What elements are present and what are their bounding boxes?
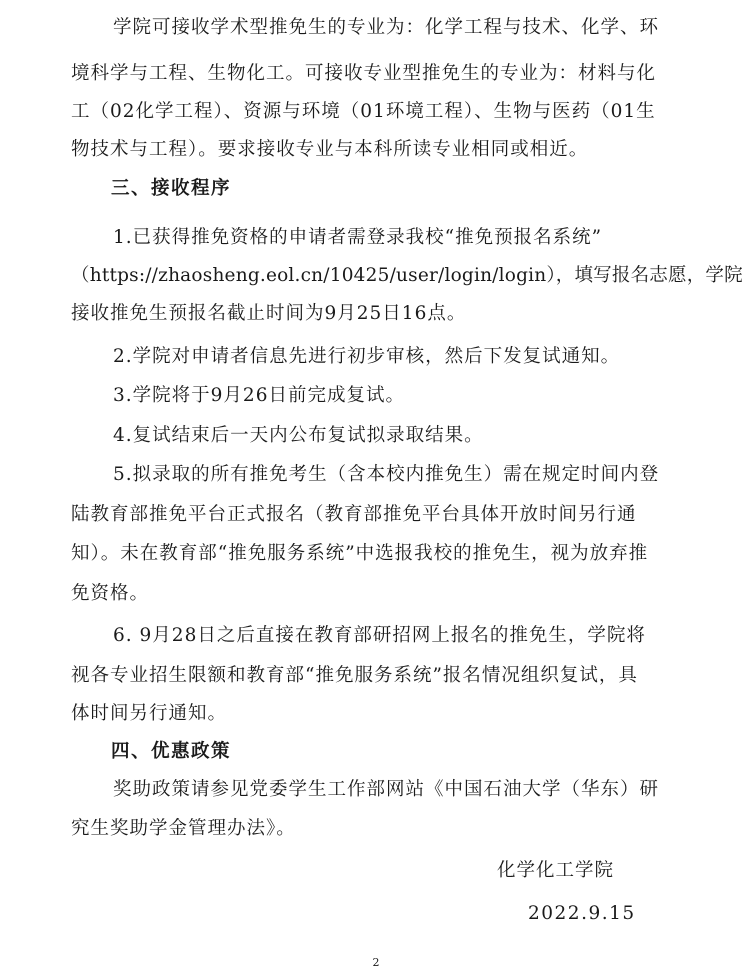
signature-date: 2022.9.15 [528,903,636,924]
paragraph-line: 体时间另行通知。 [71,703,228,724]
paragraph-line: 境科学与工程、生物化工。可接收专业型推免生的专业为：材料与化 [71,63,657,84]
paragraph-line: 接收推免生预报名截止时间为9月25日16点。 [71,303,467,324]
paragraph-line: 1.已获得推免资格的申请者需登录我校“推免预报名系统” [113,227,603,248]
paragraph-line: 5.拟录取的所有推免考生（含本校内推免生）需在规定时间内登 [113,464,660,485]
paragraph-line: 4.复试结束后一天内公布复试拟录取结果。 [113,425,484,446]
paragraph-line: 2.学院对申请者信息先进行初步审核，然后下发复试通知。 [113,346,621,367]
paragraph-line: 3.学院将于9月26日前完成复试。 [113,385,405,406]
signature-org: 化学化工学院 [497,860,615,881]
paragraph-line: 奖助政策请参见党委学生工作部网站《中国石油大学（华东）研 [113,779,660,800]
paragraph-line: 6. 9月28日之后直接在教育部研招网上报名的推免生，学院将 [113,625,646,646]
url-line: （https://zhaosheng.eol.cn/10425/user/login/login），填写报名志愿，学院 [71,265,743,286]
paragraph-line: 陆教育部推免平台正式报名（教育部推免平台具体开放时间另行通 [71,504,637,525]
paragraph-line: 知）。未在教育部“推免服务系统”中选报我校的推免生，视为放弃推 [71,543,649,564]
section-heading: 四、优惠政策 [111,741,232,762]
section-heading: 三、接收程序 [111,178,232,199]
paragraph-line: 工（02化学工程）、资源与环境（01环境工程）、生物与医药（01生 [71,101,656,122]
page-number: 2 [372,956,380,969]
paragraph-line: 物技术与工程）。要求接收专业与本科所读专业相同或相近。 [71,139,589,160]
paragraph-line: 学院可接收学术型推免生的专业为：化学工程与技术、化学、环 [113,17,660,38]
paragraph-line: 视各专业招生限额和教育部“推免服务系统”报名情况组织复试，具 [71,665,638,686]
paragraph-line: 究生奖助学金管理办法》。 [71,818,296,839]
paragraph-line: 免资格。 [71,583,150,604]
